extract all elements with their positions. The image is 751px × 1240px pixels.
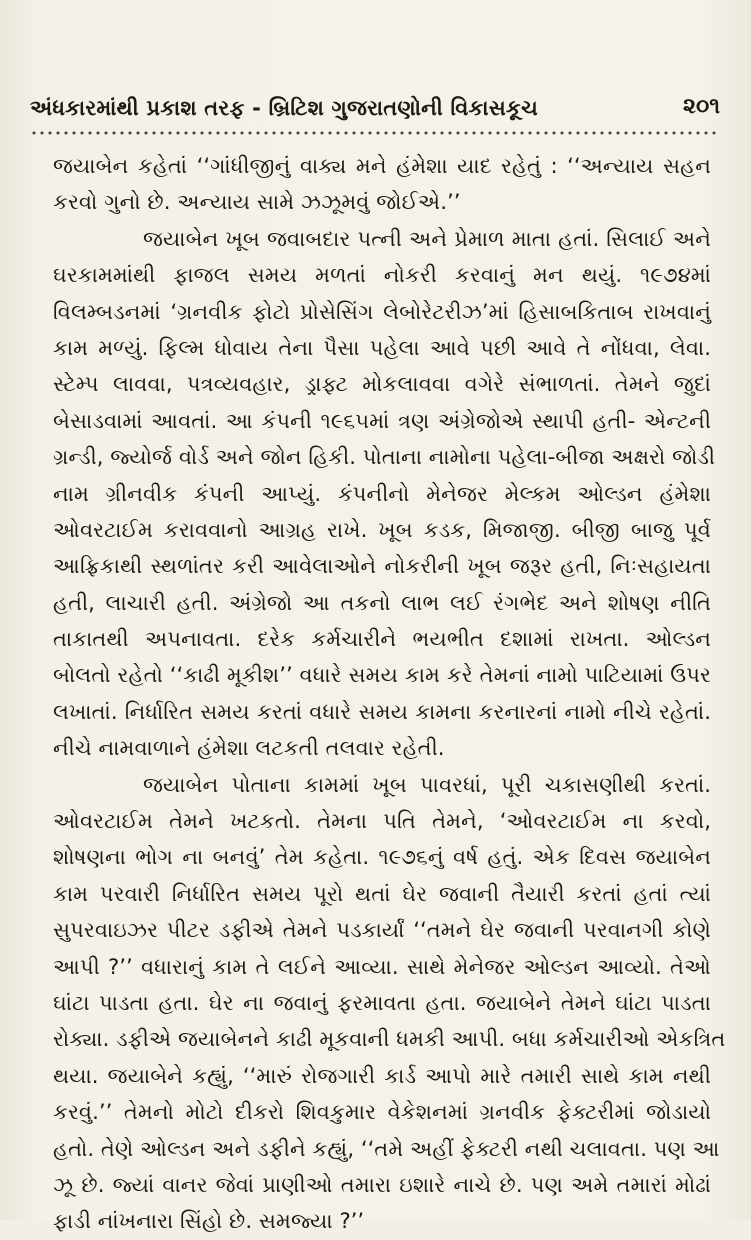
text-line: રોક્યા. ડફીએ જયાબેનને કાઢી મૂકવાની ધમકી આપી. બધા કર્મચારીઓ એકત્રિત (53, 1026, 726, 1052)
text-line: ફાડી નાંખનારા સિંહો છે. સમજ્યા ?’’ (53, 1208, 365, 1234)
text-line: જયાબેન ખૂબ જવાબદાર પત્ની અને પ્રેમાળ માતા હતાં. સિલાઈ અને (143, 225, 711, 251)
text-line: આફ્રિકાથી સ્થળાંતર કરી આવેલાઓને નોકરીની ખૂબ જરૂર હતી, નિઃસહાયતા (53, 553, 711, 579)
text-line: નામ ગ્રીનવીક કંપની આપ્યું. કંપનીનો મેનેજર મેલ્કમ ઓલ્ડન હંમેશા (53, 480, 711, 506)
text-line: કરવું.’’ તેમનો મોટો દીકરો શિવકુમાર વેકેશનમાં ગ્રનવીક ફેક્ટરીમાં જોડાયો (53, 1099, 711, 1125)
text-line: થયા. જયાબેને કહ્યું, ‘‘મારું રોજગારી કાર્ડ આપો મારે તમારી સાથે કામ નથી (53, 1062, 711, 1088)
page-number: ૨૦૧ (683, 94, 720, 119)
text-line: સ્ટેમ્પ લાવવા, પત્રવ્યવહાર, ડ્રાફ્ટ મોકલાવવા વગેરે સંભાળતાં. તેમને જુદાં (53, 371, 711, 397)
text-line: હતી, લાચારી હતી. અંગ્રેજો આ તકનો લાભ લઈ રંગભેદ અને શોષણ નીતિ (53, 589, 711, 615)
text-line: વિલમ્બડનમાં ‘ગ્રનવીક ફોટો પ્રોસેસિંગ લેબોરેટરીઝ’માં હિસાબકિતાબ રાખવાનું (53, 298, 711, 324)
text-line: હતો. તેણે ઓલ્ડન અને ડફીને કહ્યું, ‘‘તમે અહીં ફેક્ટરી નથી ચલાવતા. પણ આ (53, 1135, 720, 1161)
text-line: ઘાંટા પાડતા હતા. ઘેર ના જવાનું ફરમાવતા હતા. જયાબેને તેમને ઘાંટા પાડતા (53, 989, 711, 1015)
text-line: આપી ?’’ વધારાનું કામ તે લઈને આવ્યા. સાથે મેનેજર ઓલ્ડન આવ્યો. તેઓ (53, 953, 711, 979)
text-line: નીચે નામવાળાને હંમેશા લટકતી તલવાર રહેતી. (53, 735, 445, 761)
text-line: ઘરકામમાંથી ફાજલ સમય મળતાં નોકરી કરવાનું મન થયું. ૧૯૭૪માં (53, 262, 711, 288)
text-line: તાકાતથી અપનાવતા. દરેક કર્મચારીને ભયભીત દશામાં રાખતા. ઓલ્ડન (53, 626, 711, 652)
text-line: જયાબેન પોતાના કામમાં ખૂબ પાવરધાં, પૂરી ચકાસણીથી કરતાં. (143, 771, 711, 797)
header-divider (30, 130, 720, 136)
page-header (30, 92, 720, 132)
text-line: કામ પરવારી નિર્ધારિત સમય પૂરો થતાં ઘેર જવાની તૈયારી કરતાં હતાં ત્યાં (53, 880, 711, 906)
text-line: ઝૂ છે. જ્યાં વાનર જેવાં પ્રાણીઓ તમારા ઇશારે નાચે છે. પણ અમે તમારાં મોઢાં (53, 1171, 711, 1197)
text-line: ઓવરટાઈમ તેમને ખટકતો. તેમના પતિ તેમને, ‘ઓવરટાઈમ ના કરવો, (53, 808, 711, 834)
text-line: સુપરવાઇઝર પીટર ડફીએ તેમને પડકાર્યાં ‘‘તમને ઘેર જવાની પરવાનગી કોણે (53, 917, 711, 943)
text-line: ગ્રન્ડી, જ્યોર્જ વોર્ડ અને જોન હિકી. પોતાના નામોના પહેલા-બીજા અક્ષરો જોડી (53, 444, 716, 470)
text-line: કરવો ગુનો છે. અન્યાય સામે ઝઝૂમવું જોઈએ.’’ (53, 189, 461, 215)
text-line: ઓવરટાઈમ કરાવવાનો આગ્રહ રાખે. ખૂબ કડક, મિજાજી. બીજી બાજુ પૂર્વ (53, 516, 711, 542)
text-line: લખાતાં. નિર્ધારિત સમય કરતાં વધારે સમય કામના કરનારનાં નામો નીચે રહેતાં. (53, 698, 711, 724)
body-text (53, 148, 726, 1240)
text-line: બેસાડવામાં આવતાં. આ કંપની ૧૯૬૫માં ત્રણ અંગ્રેજોએ સ્થાપી હતી- એન્ટની (53, 407, 711, 433)
text-line: શોષણના ભોગ ના બનવું’ તેમ કહેતા. ૧૯૭૬નું વર્ષ હતું. એક દિવસ જયાબેન (53, 844, 711, 870)
text-line: જયાબેન કહેતાં ‘‘ગાંધીજીનું વાક્ય મને હંમેશા યાદ રહેતું : ‘‘અન્યાય સહન (53, 153, 711, 178)
running-title: અંધકારમાંથી પ્રકાશ તરફ - બ્રિટિશ ગુજરાતણોની વિકાસકૂચ (30, 96, 538, 120)
text-line: બોલતો રહેતો ‘‘કાઢી મૂકીશ’’ વધારે સમય કામ કરે તેમનાં નામો પાટિયામાં ઉપર (53, 662, 711, 688)
text-line: કામ મળ્યું. ફિલ્મ ધોવાય તેના પૈસા પહેલા આવે પછી આવે તે નોંધવા, લેવા. (53, 334, 711, 360)
